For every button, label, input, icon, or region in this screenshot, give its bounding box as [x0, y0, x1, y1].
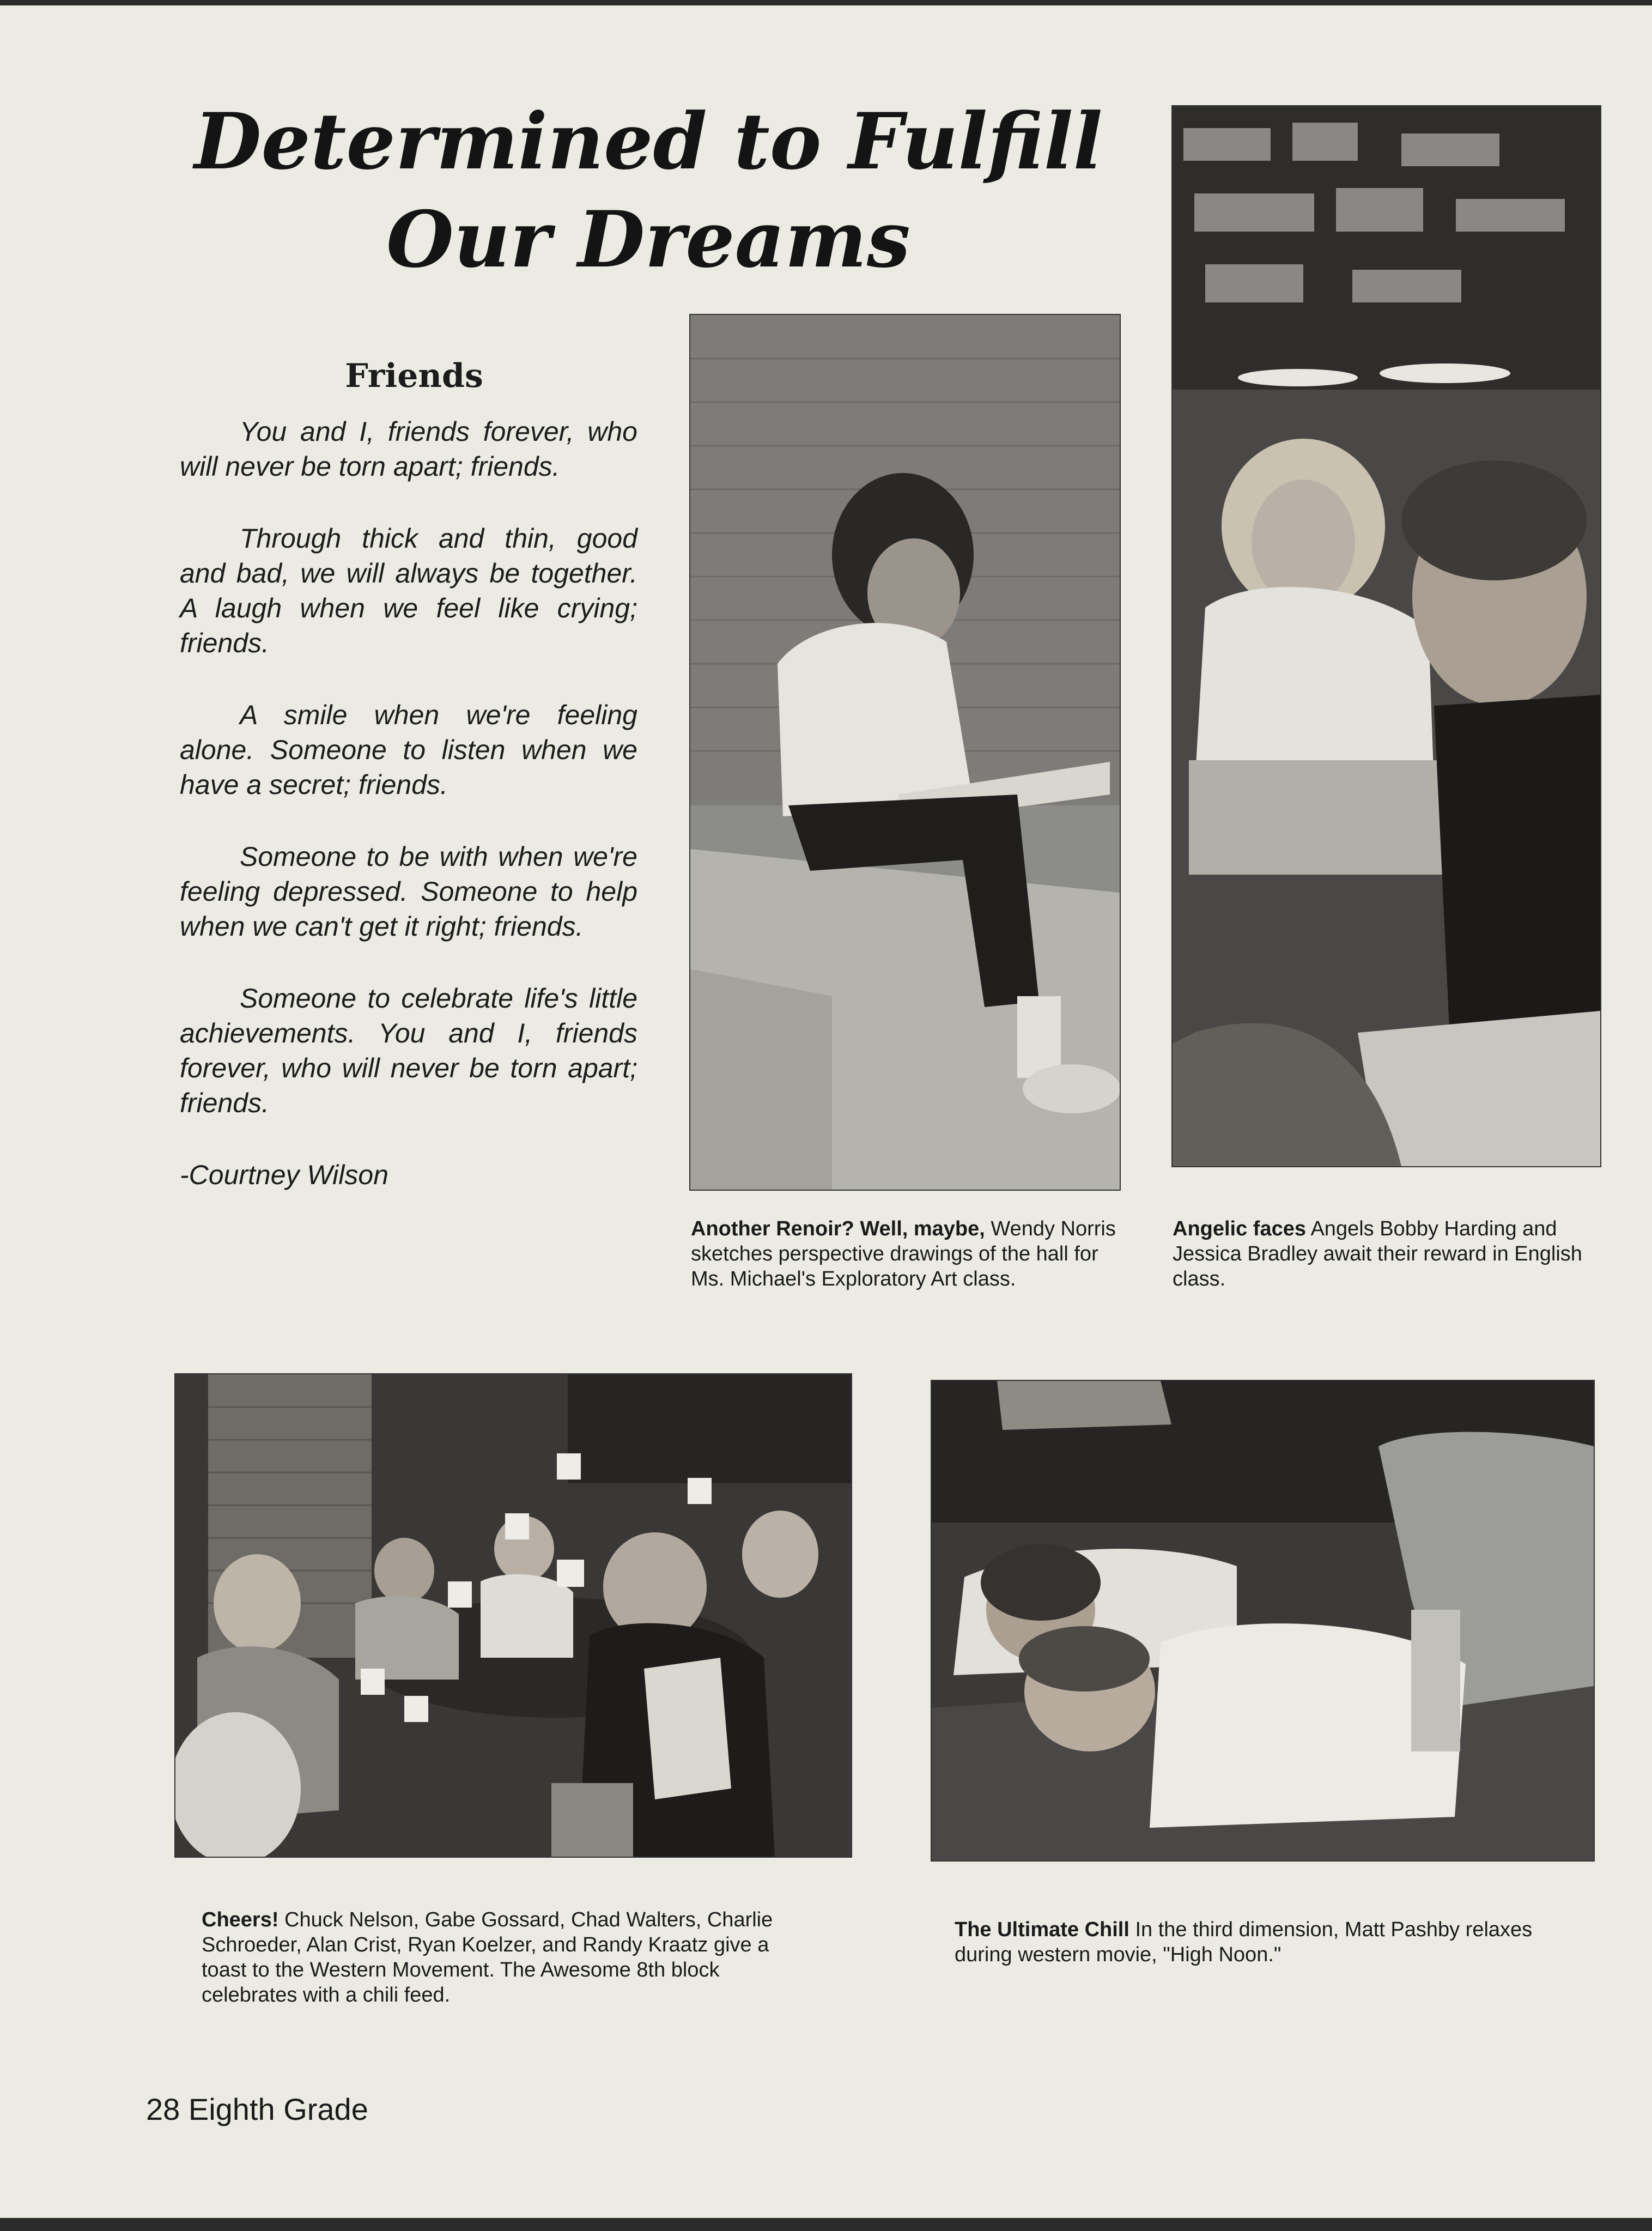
page-title-line-1: Determined to Fulfill [194, 96, 1103, 187]
poem-stanza-1: You and I, friends forever, who will never be torn apart; friends. [180, 416, 637, 482]
caption-cheers [202, 1907, 812, 2008]
caption-art-lead: Another Renoir? Well, maybe, [691, 1217, 985, 1240]
poem-stanza-5: Someone to celebrate life's little achievements. You and I, friends forever, who will never be torn apart; friends. [180, 983, 637, 1118]
poem-title: Friends [345, 357, 483, 395]
page-edge-top [0, 0, 1652, 5]
poem-author: -Courtney Wilson [180, 1160, 389, 1190]
poem-stanza-3: A smile when we're feeling alone. Someone to listen when we have a secret; friends. [180, 700, 637, 800]
photo-cheers [174, 1373, 852, 1858]
photo-angelic-faces [1171, 105, 1601, 1167]
poem-stanza-4: Someone to be with when we're feeling depressed. Someone to help when we can't get it right; friends. [180, 841, 637, 942]
caption-angels-text: Angels Bobby Harding and Jessica Bradley await their reward in English class. [1173, 1217, 1582, 1290]
page-title [163, 93, 1133, 289]
caption-angelic-faces [1173, 1216, 1598, 1292]
caption-cheers-text: Chuck Nelson, Gabe Gossard, Chad Walters, Charlie Schroeder, Alan Crist, Ryan Koelzer, and Randy Kraatz give a toast to the Western Movement. The Awesome 8th block celebrates with a chili feed. [202, 1908, 773, 2006]
caption-chill-text: In the third dimension, Matt Pashby relaxes during western movie, "High Noon." [955, 1918, 1533, 1966]
caption-angels-lead: Angelic faces [1173, 1217, 1306, 1240]
page-edge-bottom [0, 2218, 1652, 2231]
photo-ultimate-chill [931, 1380, 1595, 1862]
page-title-line-2: Our Dreams [386, 195, 910, 285]
caption-chill-lead: The Ultimate Chill [955, 1918, 1129, 1941]
caption-ultimate-chill [955, 1917, 1570, 1967]
photo-art-student [689, 314, 1121, 1191]
page-folio: 28 Eighth Grade [146, 2092, 368, 2126]
poem-body [180, 414, 637, 1192]
caption-art-student [691, 1216, 1121, 1292]
poem-stanza-2: Through thick and thin, good and bad, we will always be together. A laugh when we feel like crying; friends. [180, 523, 637, 658]
caption-art-text: Wendy Norris sketches perspective drawings of the hall for Ms. Michael's Exploratory Art class. [691, 1217, 1116, 1290]
caption-cheers-lead: Cheers! [202, 1908, 279, 1931]
